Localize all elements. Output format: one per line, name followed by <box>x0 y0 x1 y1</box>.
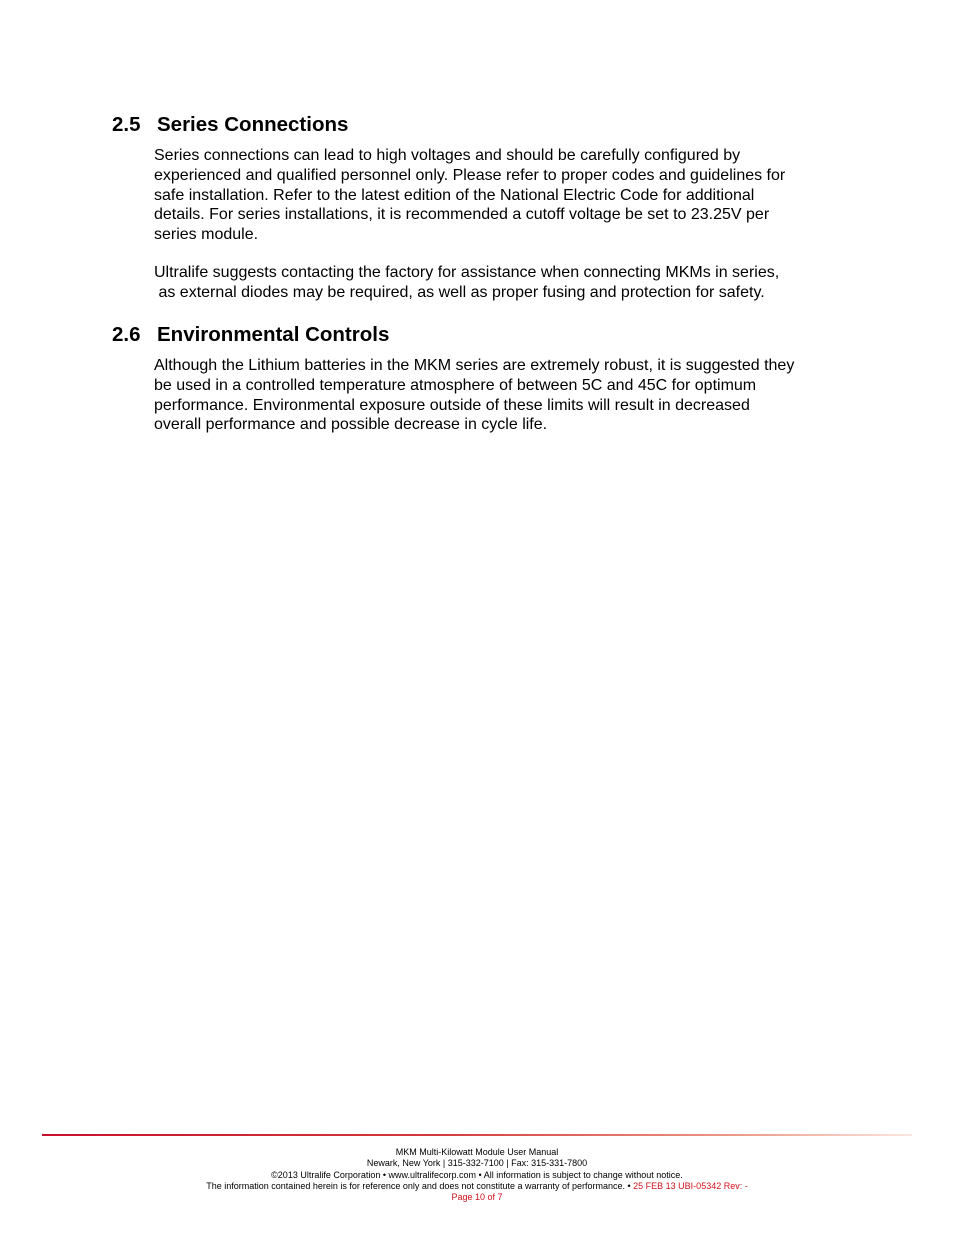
paragraph-ultralife-suggests <box>154 263 854 303</box>
section-title: Series Connections <box>157 113 349 136</box>
footer-disclaimer: The information contained herein is for reference only and does not constitute a warranty of performance. • <box>206 1180 634 1191</box>
text-line: Although the Lithium batteries in the MKM series are extremely robust, it is suggested they <box>154 357 795 374</box>
section-title: Environmental Controls <box>157 323 390 346</box>
text-line: series module. <box>154 226 259 244</box>
footer-address: Newark, New York | 315-332-7100 | Fax: 315-331-7800 <box>366 1158 588 1169</box>
footer-copyright: ©2013 Ultralife Corporation • www.ultralifecorp.com • All information is subject to change without notice. <box>271 1169 683 1180</box>
section-heading-environmental-controls <box>112 323 389 347</box>
text-line: be used in a controlled temperature atmosphere of between 5C and 45C for optimum <box>154 376 757 394</box>
text-line: Series connections can lead to high voltages and should be carefully configured by <box>154 147 741 164</box>
footer-manual-title: MKM Multi-Kilowatt Module User Manual <box>395 1147 559 1157</box>
paragraph-environmental-controls <box>154 356 854 435</box>
section-number: 2.5 <box>112 113 141 136</box>
footer-divider <box>42 1134 912 1136</box>
paragraph-series-connections <box>154 146 854 245</box>
footer-disclaimer-line <box>0 1181 954 1192</box>
text-line: safe installation. Refer to the latest edition of the National Electric Code for additional <box>154 186 755 204</box>
text-line: as external diodes may be required, as well as proper fusing and protection for safety. <box>154 283 765 301</box>
text-line: Ultralife suggests contacting the factory for assistance when connecting MKMs in series, <box>154 264 780 281</box>
text-line: details. For series installations, it is recommended a cutoff voltage be set to 23.25V per <box>154 206 770 224</box>
footer-page-number: Page 10 of 7 <box>451 1192 503 1203</box>
text-line: performance. Environmental exposure outside of these limits will result in decreased <box>154 396 750 414</box>
section-number: 2.6 <box>112 323 141 346</box>
footer-doc-ref: 25 FEB 13 UBI-05342 Rev: - <box>633 1180 748 1191</box>
section-heading-series-connections <box>112 113 348 137</box>
page-footer <box>0 1147 954 1203</box>
text-line: overall performance and possible decrease in cycle life. <box>154 416 548 434</box>
text-line: experienced and qualified personnel only. Please refer to proper codes and guidelines for <box>154 166 786 184</box>
